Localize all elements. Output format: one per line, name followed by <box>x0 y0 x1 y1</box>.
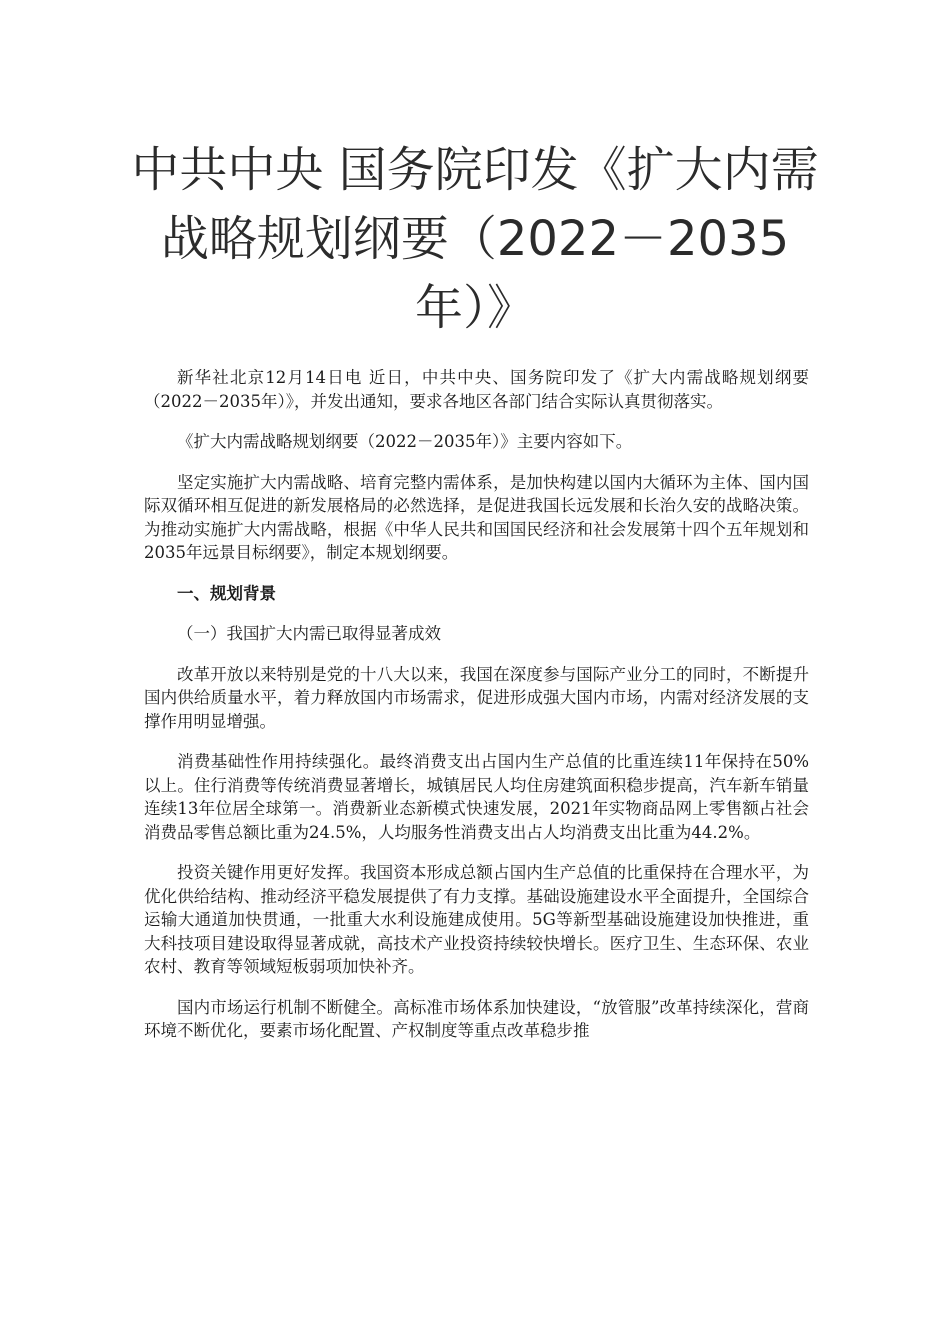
document-body <box>144 366 809 1060</box>
paragraph-intro: 《扩大内需战略规划纲要（2022－2035年）》主要内容如下。 <box>177 432 633 451</box>
subsection-heading: （一）我国扩大内需已取得显著成效 <box>177 624 441 643</box>
title-line: 年）》 <box>414 280 535 336</box>
paragraph-preamble: 坚定实施扩大内需战略、培育完整内需体系，是加快构建以国内大循环为主体、国内国际双循环相互促进的新发展格局的必然选择，是促进我国长远发展和长治久安的战略决策。为推动实施扩大内需战略，根据《中华人民共和国国民经济和社会发展第十四个五年规划和2035年远景目标纲要》，制定本规划纲要。 <box>144 472 809 562</box>
paragraph: 投资关键作用更好发挥。我国资本形成总额占国内生产总值的比重保持在合理水平，为优化供给结构、推动经济平稳发展提供了有力支撑。基础设施建设水平全面提升，全国综合运输大通道加快贯通，一批重大水利设施建成使用。5G等新型基础设施建设加快推进，重大科技项目建设取得显著成就，高技术产业投资持续较快增长。医疗卫生、生态环保、农业农村、教育等领域短板弱项加快补齐。 <box>144 863 809 976</box>
paragraph: 消费基础性作用持续强化。最终消费支出占国内生产总值的比重连续11年保持在50%以上。住行消费等传统消费显著增长，城镇居民人均住房建筑面积稳步提高，汽车新车销量连续13年位居全球第一。消费新业态新模式快速发展，2021年实物商品网上零售额占社会消费品零售总额比重为24.5%，人均服务性消费支出占人均消费支出比重为44.2%。 <box>144 752 809 842</box>
document-title <box>120 136 830 343</box>
paragraph-dateline: 新华社北京12月14日电 近日，中共中央、国务院印发了《扩大内需战略规划纲要（2022－2035年）》，并发出通知，要求各地区各部门结合实际认真贯彻落实。 <box>144 368 809 411</box>
paragraph: 改革开放以来特别是党的十八大以来，我国在深度参与国际产业分工的同时，不断提升国内供给质量水平，着力释放国内市场需求，促进形成强大国内市场，内需对经济发展的支撑作用明显增强。 <box>144 664 809 731</box>
title-line: 战略规划纲要（2022－2035 <box>160 211 790 267</box>
paragraph: 国内市场运行机制不断健全。高标准市场体系加快建设，“放管服”改革持续深化，营商环境不断优化，要素市场化配置、产权制度等重点改革稳步推 <box>144 997 809 1040</box>
title-line: 中共中央 国务院印发《扩大内需 <box>131 142 819 198</box>
section-heading: 一、规划背景 <box>177 583 276 603</box>
